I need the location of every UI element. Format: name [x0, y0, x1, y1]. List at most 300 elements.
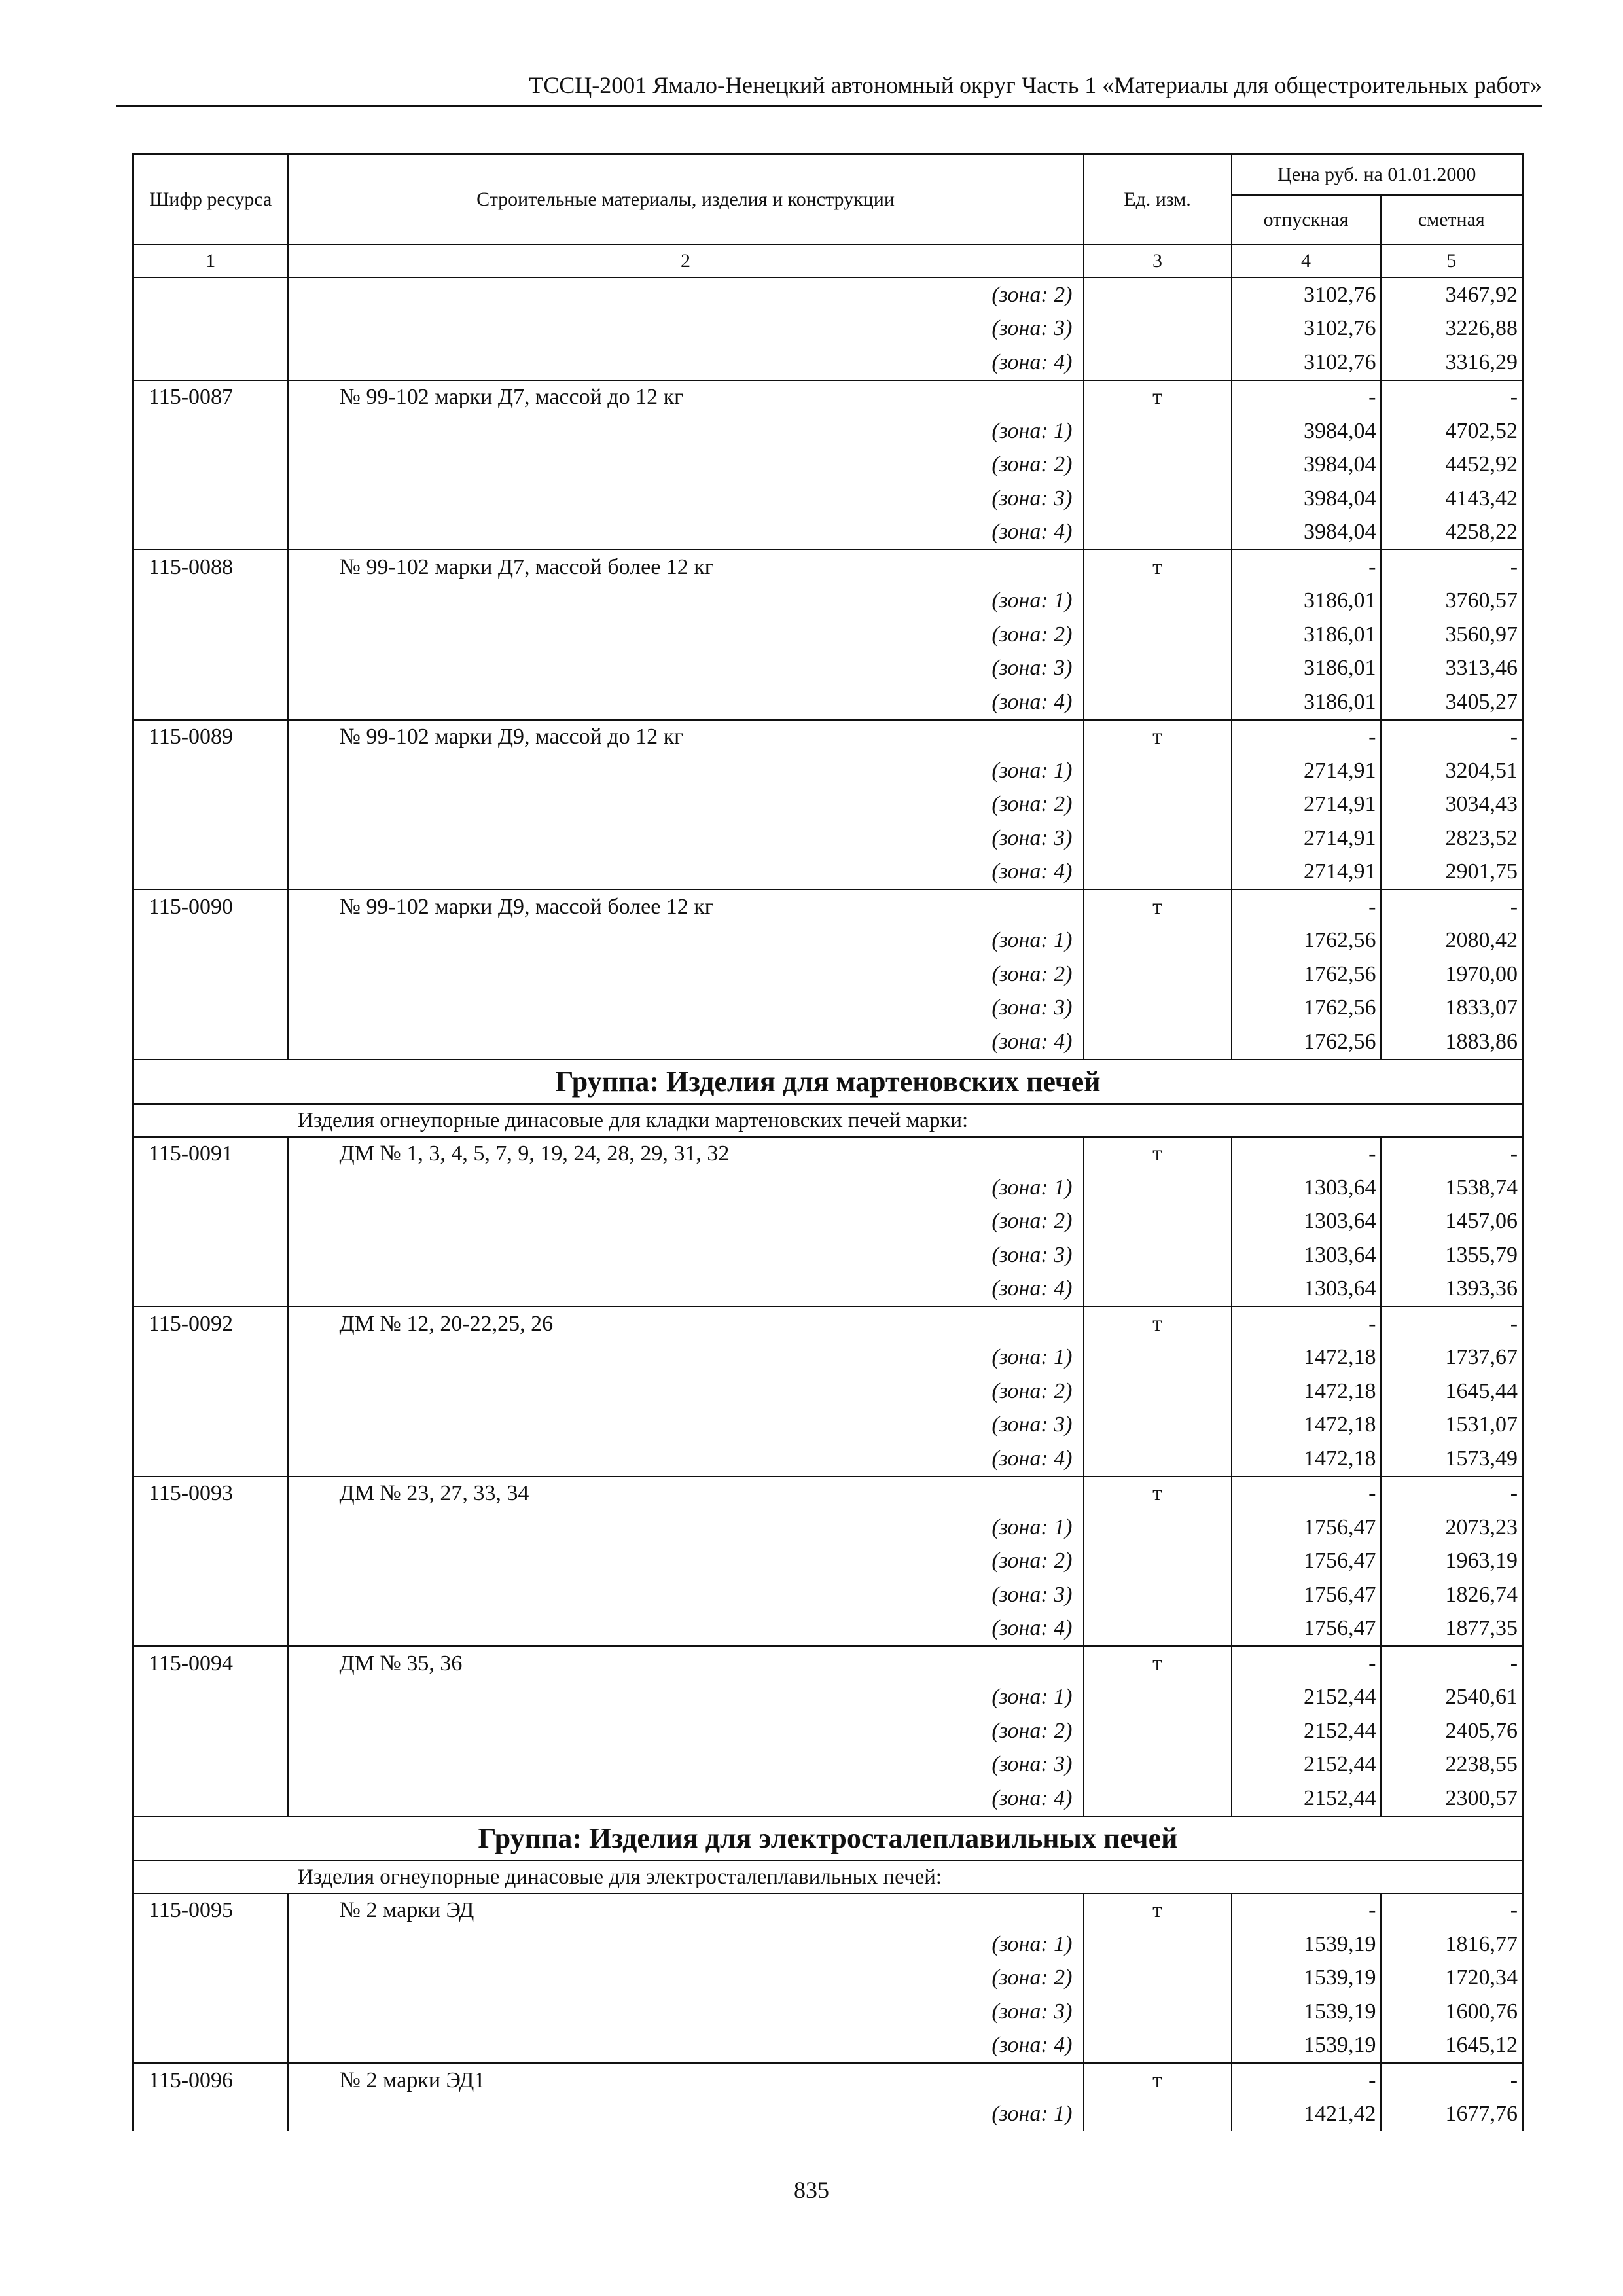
unit-empty — [1084, 1238, 1232, 1272]
item-row — [134, 889, 1523, 924]
unit-empty — [1084, 652, 1232, 686]
resource-code-empty — [134, 414, 288, 448]
item-row — [134, 1137, 1523, 1172]
release-price: 1472,18 — [1232, 1408, 1381, 1443]
release-price: 1762,56 — [1232, 1025, 1381, 1060]
unit-cell: т — [1084, 1893, 1232, 1928]
release-price: 3186,01 — [1232, 685, 1381, 720]
resource-code: 115-0093 — [134, 1477, 288, 1511]
material-name: ДМ № 35, 36 — [288, 1646, 1084, 1681]
release-price: 1756,47 — [1232, 1511, 1381, 1545]
zone-label: (зона: 2) — [288, 788, 1084, 822]
resource-code: 115-0096 — [134, 2063, 288, 2098]
material-name: № 2 марки ЭД — [288, 1893, 1084, 1928]
zone-row — [134, 754, 1523, 788]
estimate-price: - — [1381, 2063, 1523, 2098]
zone-label: (зона: 3) — [288, 312, 1084, 346]
release-price: 1756,47 — [1232, 1545, 1381, 1579]
unit-empty — [1084, 958, 1232, 992]
resource-code-empty — [134, 1408, 288, 1443]
unit-empty — [1084, 788, 1232, 822]
unit-empty — [1084, 821, 1232, 855]
resource-code-empty — [134, 1025, 288, 1060]
zone-row — [134, 1681, 1523, 1715]
resource-code-empty — [134, 788, 288, 822]
estimate-price: 2080,42 — [1381, 924, 1523, 958]
estimate-price: 2238,55 — [1381, 1748, 1523, 1782]
resource-code-empty — [134, 1545, 288, 1579]
unit-cell: т — [1084, 1477, 1232, 1511]
release-price: 3984,04 — [1232, 448, 1381, 482]
zone-label: (зона: 1) — [288, 2098, 1084, 2132]
zone-label: (зона: 4) — [288, 1782, 1084, 1816]
header-title: ТССЦ-2001 Ямало-Ненецкий автономный округ Часть 1 «Материалы для общестроительных работ» — [529, 72, 1542, 98]
zone-row — [134, 1408, 1523, 1443]
release-price: 1303,64 — [1232, 1272, 1381, 1307]
zone-label: (зона: 1) — [288, 924, 1084, 958]
estimate-price: 1883,86 — [1381, 1025, 1523, 1060]
zone-label: (зона: 1) — [288, 1341, 1084, 1375]
material-name: № 2 марки ЭД1 — [288, 2063, 1084, 2098]
item-row — [134, 2063, 1523, 2098]
zone-label: (зона: 2) — [288, 448, 1084, 482]
resource-code-empty — [134, 584, 288, 619]
unit-empty — [1084, 618, 1232, 652]
resource-code-empty — [134, 924, 288, 958]
material-name: № 99-102 марки Д9, массой до 12 кг — [288, 720, 1084, 755]
group-heading-row — [134, 1060, 1523, 1104]
unit-empty — [1084, 2098, 1232, 2132]
resource-code-empty — [134, 482, 288, 516]
zone-row — [134, 1928, 1523, 1962]
estimate-price: 1877,35 — [1381, 1612, 1523, 1647]
resource-code-empty — [134, 1171, 288, 1205]
release-price: 3984,04 — [1232, 516, 1381, 550]
resource-code-empty — [134, 685, 288, 720]
estimate-price: 1645,12 — [1381, 2029, 1523, 2064]
zone-label: (зона: 3) — [288, 821, 1084, 855]
estimate-price: 1393,36 — [1381, 1272, 1523, 1307]
zone-row — [134, 958, 1523, 992]
resource-code-empty — [134, 312, 288, 346]
estimate-price: 3467,92 — [1381, 278, 1523, 312]
zone-label: (зона: 1) — [288, 754, 1084, 788]
release-price: 1762,56 — [1232, 924, 1381, 958]
release-price: - — [1232, 1477, 1381, 1511]
zone-row — [134, 855, 1523, 890]
item-row — [134, 720, 1523, 755]
unit-empty — [1084, 1681, 1232, 1715]
unit-empty — [1084, 1341, 1232, 1375]
estimate-price: 3226,88 — [1381, 312, 1523, 346]
estimate-price: 3313,46 — [1381, 652, 1523, 686]
release-price: 2152,44 — [1232, 1782, 1381, 1816]
resource-code-empty — [134, 1714, 288, 1748]
estimate-price: 1963,19 — [1381, 1545, 1523, 1579]
unit-empty — [1084, 1025, 1232, 1060]
resource-code-empty — [134, 1995, 288, 2029]
unit-empty — [1084, 516, 1232, 550]
unit-empty — [1084, 1748, 1232, 1782]
zone-row — [134, 1612, 1523, 1647]
release-price: 2152,44 — [1232, 1681, 1381, 1715]
release-price: - — [1232, 550, 1381, 584]
item-row — [134, 380, 1523, 415]
zone-row — [134, 278, 1523, 312]
estimate-price: - — [1381, 1477, 1523, 1511]
release-price: - — [1232, 889, 1381, 924]
release-price: 1472,18 — [1232, 1442, 1381, 1477]
estimate-price: 1355,79 — [1381, 1238, 1523, 1272]
estimate-price: 4143,42 — [1381, 482, 1523, 516]
estimate-price: 3034,43 — [1381, 788, 1523, 822]
resource-code-empty — [134, 346, 288, 380]
zone-label: (зона: 4) — [288, 516, 1084, 550]
material-name: № 99-102 марки Д7, массой более 12 кг — [288, 550, 1084, 584]
release-price: 1303,64 — [1232, 1171, 1381, 1205]
zone-row — [134, 1025, 1523, 1060]
estimate-price: 4258,22 — [1381, 516, 1523, 550]
resource-code-empty — [134, 516, 288, 550]
resource-code-empty — [134, 618, 288, 652]
resource-code: 115-0091 — [134, 1137, 288, 1172]
unit-empty — [1084, 1962, 1232, 1996]
material-name: ДМ № 1, 3, 4, 5, 7, 9, 19, 24, 28, 29, 31, 32 — [288, 1137, 1084, 1172]
zone-label: (зона: 1) — [288, 1681, 1084, 1715]
zone-label: (зона: 3) — [288, 482, 1084, 516]
unit-empty — [1084, 312, 1232, 346]
release-price: - — [1232, 1306, 1381, 1341]
zone-label: (зона: 1) — [288, 1171, 1084, 1205]
zone-label: (зона: 2) — [288, 1962, 1084, 1996]
release-price: 3186,01 — [1232, 618, 1381, 652]
estimate-price: - — [1381, 1893, 1523, 1928]
release-price: 3186,01 — [1232, 584, 1381, 619]
zone-label: (зона: 4) — [288, 1272, 1084, 1307]
resource-code: 115-0095 — [134, 1893, 288, 1928]
estimate-price: 1457,06 — [1381, 1205, 1523, 1239]
subgroup-heading: Изделия огнеупорные динасовые для электросталеплавильных печей: — [134, 1861, 1523, 1893]
release-price: - — [1232, 2063, 1381, 2098]
unit-empty — [1084, 448, 1232, 482]
estimate-price: 4702,52 — [1381, 414, 1523, 448]
unit-cell: т — [1084, 550, 1232, 584]
unit-empty — [1084, 992, 1232, 1026]
estimate-price: 3405,27 — [1381, 685, 1523, 720]
unit-empty — [1084, 1171, 1232, 1205]
resource-code-empty — [134, 855, 288, 890]
resource-code-empty — [134, 1238, 288, 1272]
zone-row — [134, 1341, 1523, 1375]
page-number: 835 — [794, 2177, 829, 2203]
unit-cell: т — [1084, 380, 1232, 415]
zone-row — [134, 652, 1523, 686]
price-table — [132, 153, 1524, 2131]
unit-empty — [1084, 482, 1232, 516]
zone-row — [134, 1238, 1523, 1272]
item-row — [134, 1477, 1523, 1511]
zone-label: (зона: 4) — [288, 855, 1084, 890]
zone-row — [134, 992, 1523, 1026]
zone-label: (зона: 2) — [288, 1545, 1084, 1579]
zone-row — [134, 618, 1523, 652]
estimate-price: 1538,74 — [1381, 1171, 1523, 1205]
table-body — [134, 278, 1523, 2131]
estimate-price: 1737,67 — [1381, 1341, 1523, 1375]
release-price: 3984,04 — [1232, 482, 1381, 516]
resource-code-empty — [134, 1748, 288, 1782]
release-price: - — [1232, 1137, 1381, 1172]
col-number-2: 2 — [288, 245, 1084, 278]
zone-row — [134, 924, 1523, 958]
resource-code: 115-0088 — [134, 550, 288, 584]
zone-row — [134, 414, 1523, 448]
resource-code-empty — [134, 1962, 288, 1996]
unit-empty — [1084, 754, 1232, 788]
unit-empty — [1084, 278, 1232, 312]
release-price: 1472,18 — [1232, 1374, 1381, 1408]
unit-empty — [1084, 1408, 1232, 1443]
zone-label: (зона: 2) — [288, 1374, 1084, 1408]
zone-label: (зона: 3) — [288, 1408, 1084, 1443]
estimate-price: - — [1381, 1137, 1523, 1172]
estimate-price: 1720,34 — [1381, 1962, 1523, 1996]
group-heading-row — [134, 1816, 1523, 1861]
zone-row — [134, 312, 1523, 346]
unit-cell: т — [1084, 1306, 1232, 1341]
col-number-5: 5 — [1381, 245, 1523, 278]
estimate-price: - — [1381, 1646, 1523, 1681]
zone-label: (зона: 3) — [288, 992, 1084, 1026]
item-row — [134, 1306, 1523, 1341]
zone-row — [134, 2029, 1523, 2064]
resource-code-empty — [134, 2029, 288, 2064]
release-price: 2714,91 — [1232, 754, 1381, 788]
unit-empty — [1084, 584, 1232, 619]
release-price: - — [1232, 720, 1381, 755]
estimate-price: 1826,74 — [1381, 1578, 1523, 1612]
estimate-price: 1645,44 — [1381, 1374, 1523, 1408]
zone-label: (зона: 4) — [288, 1612, 1084, 1647]
release-price: 1756,47 — [1232, 1612, 1381, 1647]
resource-code: 115-0090 — [134, 889, 288, 924]
unit-empty — [1084, 1272, 1232, 1307]
item-row — [134, 550, 1523, 584]
zone-row — [134, 346, 1523, 380]
unit-cell: т — [1084, 889, 1232, 924]
release-price: 1303,64 — [1232, 1205, 1381, 1239]
release-price: 1421,42 — [1232, 2098, 1381, 2132]
unit-cell: т — [1084, 720, 1232, 755]
estimate-price: 1677,76 — [1381, 2098, 1523, 2132]
zone-label: (зона: 2) — [288, 1714, 1084, 1748]
zone-row — [134, 1272, 1523, 1307]
unit-empty — [1084, 1578, 1232, 1612]
estimate-price: - — [1381, 1306, 1523, 1341]
zone-label: (зона: 4) — [288, 2029, 1084, 2064]
release-price: 1539,19 — [1232, 2029, 1381, 2064]
col-number-4: 4 — [1232, 245, 1381, 278]
zone-row — [134, 788, 1523, 822]
unit-empty — [1084, 1205, 1232, 1239]
resource-code-empty — [134, 821, 288, 855]
unit-cell: т — [1084, 2063, 1232, 2098]
resource-code-empty — [134, 1272, 288, 1307]
zone-label: (зона: 1) — [288, 1511, 1084, 1545]
release-price: 2714,91 — [1232, 855, 1381, 890]
zone-row — [134, 1714, 1523, 1748]
zone-label: (зона: 2) — [288, 958, 1084, 992]
estimate-price: 1573,49 — [1381, 1442, 1523, 1477]
zone-row — [134, 821, 1523, 855]
release-price: 1762,56 — [1232, 992, 1381, 1026]
zone-row — [134, 482, 1523, 516]
zone-row — [134, 1578, 1523, 1612]
unit-cell: т — [1084, 1646, 1232, 1681]
estimate-price: - — [1381, 380, 1523, 415]
material-name: ДМ № 23, 27, 33, 34 — [288, 1477, 1084, 1511]
resource-code-empty — [134, 1205, 288, 1239]
group-heading: Группа: Изделия для мартеновских печей — [134, 1060, 1523, 1104]
zone-row — [134, 1995, 1523, 2029]
resource-code-empty — [134, 1511, 288, 1545]
material-name: № 99-102 марки Д9, массой более 12 кг — [288, 889, 1084, 924]
unit-empty — [1084, 2029, 1232, 2064]
zone-label: (зона: 3) — [288, 1238, 1084, 1272]
unit-empty — [1084, 1511, 1232, 1545]
release-price: 1539,19 — [1232, 1928, 1381, 1962]
release-price: 1539,19 — [1232, 1962, 1381, 1996]
resource-code-empty — [134, 1578, 288, 1612]
unit-empty — [1084, 1714, 1232, 1748]
resource-code-empty — [134, 1928, 288, 1962]
resource-code-empty — [134, 754, 288, 788]
estimate-price: 2405,76 — [1381, 1714, 1523, 1748]
zone-row — [134, 1442, 1523, 1477]
item-row — [134, 1646, 1523, 1681]
material-name: ДМ № 12, 20-22,25, 26 — [288, 1306, 1084, 1341]
subgroup-heading: Изделия огнеупорные динасовые для кладки мартеновских печей марки: — [134, 1104, 1523, 1137]
release-price: 2152,44 — [1232, 1748, 1381, 1782]
release-price: 1472,18 — [1232, 1341, 1381, 1375]
unit-empty — [1084, 685, 1232, 720]
col-header-price: Цена руб. на 01.01.2000 — [1232, 154, 1523, 196]
col-header-unit: Ед. изм. — [1084, 154, 1232, 245]
release-price: 3102,76 — [1232, 312, 1381, 346]
resource-code-empty — [134, 1612, 288, 1647]
release-price: 1303,64 — [1232, 1238, 1381, 1272]
release-price: - — [1232, 380, 1381, 415]
unit-empty — [1084, 1612, 1232, 1647]
unit-empty — [1084, 1995, 1232, 2029]
estimate-price: 2073,23 — [1381, 1511, 1523, 1545]
zone-label: (зона: 3) — [288, 1578, 1084, 1612]
unit-empty — [1084, 346, 1232, 380]
release-price: - — [1232, 1646, 1381, 1681]
estimate-price: 1816,77 — [1381, 1928, 1523, 1962]
zone-label: (зона: 1) — [288, 1928, 1084, 1962]
resource-code: 115-0094 — [134, 1646, 288, 1681]
resource-code-empty — [134, 1341, 288, 1375]
resource-code: 115-0092 — [134, 1306, 288, 1341]
zone-label: (зона: 3) — [288, 1995, 1084, 2029]
col-number-1: 1 — [134, 245, 288, 278]
release-price: 1756,47 — [1232, 1578, 1381, 1612]
zone-label: (зона: 4) — [288, 1442, 1084, 1477]
resource-code-empty — [134, 1374, 288, 1408]
page-header — [116, 71, 1542, 107]
zone-label: (зона: 4) — [288, 346, 1084, 380]
release-price: 2714,91 — [1232, 788, 1381, 822]
estimate-price: 3560,97 — [1381, 618, 1523, 652]
resource-code-empty — [134, 448, 288, 482]
zone-row — [134, 1511, 1523, 1545]
zone-label: (зона: 3) — [288, 652, 1084, 686]
release-price: 2714,91 — [1232, 821, 1381, 855]
zone-label: (зона: 1) — [288, 414, 1084, 448]
estimate-price: 3204,51 — [1381, 754, 1523, 788]
unit-empty — [1084, 1928, 1232, 1962]
estimate-price: 1833,07 — [1381, 992, 1523, 1026]
release-price: 2152,44 — [1232, 1714, 1381, 1748]
resource-code: 115-0087 — [134, 380, 288, 415]
estimate-price: 2823,52 — [1381, 821, 1523, 855]
zone-label: (зона: 2) — [288, 618, 1084, 652]
estimate-price: 4452,92 — [1381, 448, 1523, 482]
zone-row — [134, 516, 1523, 550]
zone-label: (зона: 3) — [288, 1748, 1084, 1782]
zone-label: (зона: 4) — [288, 685, 1084, 720]
col-header-materials: Строительные материалы, изделия и конструкции — [288, 154, 1084, 245]
release-price: 3102,76 — [1232, 278, 1381, 312]
estimate-price: - — [1381, 889, 1523, 924]
material-name: № 99-102 марки Д7, массой до 12 кг — [288, 380, 1084, 415]
estimate-price: 1970,00 — [1381, 958, 1523, 992]
zone-row — [134, 1782, 1523, 1816]
resource-code-empty — [134, 1442, 288, 1477]
estimate-price: - — [1381, 550, 1523, 584]
release-price: 1762,56 — [1232, 958, 1381, 992]
col-header-code: Шифр ресурса — [134, 154, 288, 245]
table-head — [134, 154, 1523, 278]
estimate-price: 2540,61 — [1381, 1681, 1523, 1715]
unit-empty — [1084, 855, 1232, 890]
resource-code-empty — [134, 1681, 288, 1715]
resource-code-empty — [134, 1782, 288, 1816]
release-price: - — [1232, 1893, 1381, 1928]
group-heading: Группа: Изделия для электросталеплавильных печей — [134, 1816, 1523, 1861]
release-price: 1539,19 — [1232, 1995, 1381, 2029]
unit-empty — [1084, 1442, 1232, 1477]
unit-empty — [1084, 1545, 1232, 1579]
release-price: 3984,04 — [1232, 414, 1381, 448]
estimate-price: 1600,76 — [1381, 1995, 1523, 2029]
unit-empty — [1084, 924, 1232, 958]
zone-row — [134, 448, 1523, 482]
unit-cell: т — [1084, 1137, 1232, 1172]
zone-label: (зона: 2) — [288, 1205, 1084, 1239]
col-header-release-price: отпускная — [1232, 195, 1381, 245]
zone-label: (зона: 1) — [288, 584, 1084, 619]
subgroup-heading-row — [134, 1861, 1523, 1893]
zone-row — [134, 584, 1523, 619]
col-number-3: 3 — [1084, 245, 1232, 278]
zone-row — [134, 1545, 1523, 1579]
estimate-price: - — [1381, 720, 1523, 755]
zone-label: (зона: 2) — [288, 278, 1084, 312]
col-header-estimate-price: сметная — [1381, 195, 1523, 245]
unit-empty — [1084, 414, 1232, 448]
